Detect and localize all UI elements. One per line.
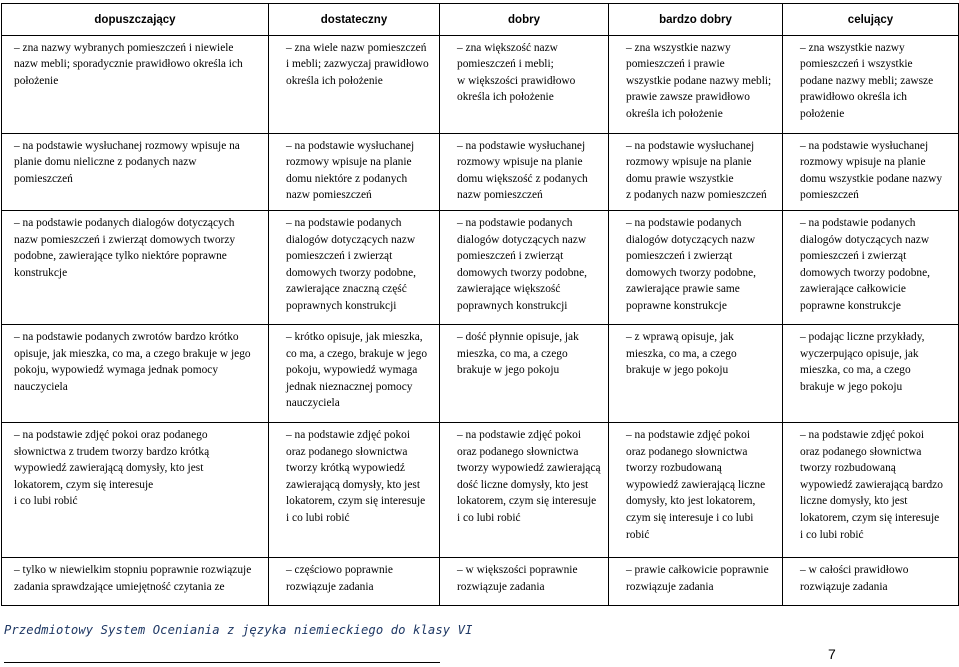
criteria-text-line: domu niektóre z podanych <box>286 172 408 185</box>
criteria-text-line: i co lubi robić <box>286 511 350 524</box>
criteria-text-line: określa ich położenie <box>457 91 554 104</box>
criteria-text-line: poprawnych konstrukcji <box>286 299 397 312</box>
criteria-text-line: – na podstawie zdjęć pokoi <box>800 428 924 441</box>
criteria-text-line: dość liczne domysły, kto jest <box>457 478 589 491</box>
criteria-text-line: – częściowo poprawnie <box>286 563 393 576</box>
criteria-text-line: co ma, a czego, brakuje w jego <box>286 347 428 360</box>
criteria-text-line: – na podstawie wysłuchanej <box>626 139 755 152</box>
criteria-cell <box>440 133 609 210</box>
criteria-text-line: pomieszczeń i wszystkie <box>800 58 913 71</box>
criteria-cell <box>783 422 959 557</box>
criteria-cell <box>2 35 269 133</box>
criteria-text-line: pokoju, wypowiedź wymaga jednak pomocy <box>14 364 219 377</box>
criteria-text-line: rozmowy wpisuje na planie <box>286 156 412 169</box>
criteria-text-line: planie domu nieliczne z podanych nazw <box>14 156 197 169</box>
criteria-cell <box>609 324 783 422</box>
criteria-text-line: wyczerpująco opisuje, jak <box>800 347 919 360</box>
criteria-text-line: zawierającą domysły, kto jest <box>286 478 421 491</box>
criteria-cell <box>609 557 783 605</box>
criteria-text-line: – w większości poprawnie <box>457 563 578 576</box>
criteria-text-line: – prawie całkowicie poprawnie <box>626 563 769 576</box>
criteria-text-line: w większości prawidłowo <box>457 74 576 87</box>
criteria-text-line: i co lubi robić <box>457 511 521 524</box>
criteria-text-line: poprawne konstrukcje <box>800 299 901 312</box>
criteria-text-line: – na podstawie podanych dialogów dotyczących <box>14 216 235 229</box>
criteria-text-line: pomieszczeń i prawie <box>626 58 725 71</box>
criteria-row <box>2 35 959 133</box>
criteria-text-line: dialogów dotyczących nazw <box>286 233 416 246</box>
criteria-cell <box>269 210 440 324</box>
header-grade-4: dobry <box>440 4 609 36</box>
criteria-text-line: i co lubi robić <box>800 528 864 541</box>
criteria-row <box>2 133 959 210</box>
criteria-cell <box>2 210 269 324</box>
criteria-cell <box>269 557 440 605</box>
criteria-text-line: rozwiązuje zadania <box>626 580 714 593</box>
criteria-text-line: – zna wszystkie nazwy <box>626 41 731 54</box>
criteria-text-line: prawidłowo określa ich <box>800 91 907 104</box>
criteria-text-line: zawierające znaczną część <box>286 283 407 296</box>
criteria-cell <box>783 133 959 210</box>
criteria-text-line: nazw pomieszczeń <box>457 189 543 202</box>
criteria-text-line: zawierające większość <box>457 283 561 296</box>
criteria-text-line: domu wszystkie podane nazwy <box>800 172 943 185</box>
criteria-text-line: domu prawie wszystkie <box>626 172 734 185</box>
criteria-cell <box>440 557 609 605</box>
header-grade-6: celujący <box>783 4 959 36</box>
criteria-text-line: nazw pomieszczeń i zwierząt domowych tworzy <box>14 233 236 246</box>
criteria-text-line: tworzy krótką wypowiedź <box>286 462 405 475</box>
criteria-text-line: dialogów dotyczących nazw <box>626 233 756 246</box>
footer-document-title: Przedmiotowy System Oceniania z języka niemieckiego do klasy VI <box>4 623 473 637</box>
criteria-cell <box>609 210 783 324</box>
criteria-text-line: mieszka, co ma, a czego <box>626 347 737 360</box>
criteria-text-line: rozmowy wpisuje na planie <box>800 156 926 169</box>
criteria-text-line: nazw pomieszczeń <box>286 189 372 202</box>
criteria-text-line: pomieszczeń i zwierząt <box>800 250 907 263</box>
criteria-row <box>2 324 959 422</box>
criteria-text-line: – na podstawie podanych <box>457 216 573 229</box>
criteria-cell <box>783 210 959 324</box>
grading-criteria-table <box>1 3 959 606</box>
criteria-text-line: wypowiedź zawierającą liczne <box>626 478 766 491</box>
criteria-text-line: – zna wszystkie nazwy <box>800 41 905 54</box>
criteria-text-line: domysły, kto jest lokatorem, <box>626 495 756 508</box>
criteria-cell <box>440 210 609 324</box>
criteria-text-line: określa ich położenie <box>626 107 723 120</box>
criteria-text-line: pokoju, wypowiedź wymaga <box>286 364 418 377</box>
header-row <box>2 4 959 36</box>
criteria-cell <box>440 324 609 422</box>
criteria-text-line: lokatorem, czym się interesuje <box>800 511 940 524</box>
criteria-text-line: – na podstawie podanych <box>626 216 742 229</box>
criteria-cell <box>269 422 440 557</box>
criteria-cell <box>2 133 269 210</box>
criteria-text-line: wypowiedź zawierającą domysły, kto jest <box>14 462 204 475</box>
criteria-text-line: brakuje w jego pokoju <box>626 364 729 377</box>
criteria-text-line: – dość płynnie opisuje, jak <box>457 330 579 343</box>
criteria-text-line: robić <box>626 528 650 541</box>
criteria-cell <box>440 422 609 557</box>
criteria-text-line: – zna większość nazw <box>457 41 558 54</box>
criteria-text-line: określa ich położenie <box>286 74 383 87</box>
criteria-text-line: pomieszczeń i zwierząt <box>286 250 393 263</box>
criteria-text-line: rozmowy wpisuje na planie <box>626 156 752 169</box>
criteria-text-line: oraz podanego słownictwa <box>626 445 748 458</box>
criteria-text-line: – na podstawie wysłuchanej <box>457 139 586 152</box>
header-grade-5: bardzo dobry <box>609 4 783 36</box>
criteria-cell <box>609 35 783 133</box>
criteria-text-line: – na podstawie wysłuchanej <box>800 139 929 152</box>
criteria-text-line: jednak nieznacznej pomocy <box>286 380 413 393</box>
criteria-text-line: brakuje w jego pokoju <box>457 364 560 377</box>
criteria-cell <box>783 324 959 422</box>
criteria-text-line: pomieszczeń i mebli; <box>457 58 554 71</box>
criteria-text-line: pomieszczeń <box>14 172 73 185</box>
criteria-row <box>2 210 959 324</box>
criteria-cell <box>783 557 959 605</box>
criteria-cell <box>783 35 959 133</box>
criteria-row <box>2 422 959 557</box>
header-grade-2: dopuszczający <box>2 4 269 36</box>
criteria-text-line: podobne, zawierające tylko niektóre poprawne <box>14 250 227 263</box>
criteria-text-line: brakuje w jego pokoju <box>800 380 903 393</box>
criteria-cell <box>269 35 440 133</box>
criteria-text-line: dialogów dotyczących nazw <box>457 233 587 246</box>
criteria-text-line: – na podstawie wysłuchanej <box>286 139 415 152</box>
criteria-body <box>2 35 959 605</box>
criteria-text-line: prawie zawsze prawidłowo <box>626 91 750 104</box>
header-grade-3: dostateczny <box>269 4 440 36</box>
criteria-text-line: z podanych nazw pomieszczeń <box>626 189 767 202</box>
criteria-text-line: poprawnych konstrukcji <box>457 299 568 312</box>
criteria-text-line: opisuje, jak mieszka, co ma, a czego brakuje w jego <box>14 347 251 360</box>
criteria-text-line: tworzy wypowiedź zawierającą <box>457 462 601 475</box>
criteria-cell <box>2 557 269 605</box>
criteria-text-line: – na podstawie podanych <box>286 216 402 229</box>
criteria-text-line: czym się interesuje i co lubi <box>626 511 754 524</box>
criteria-text-line: pomieszczeń i zwierząt <box>626 250 733 263</box>
criteria-text-line: tworzy rozbudowaną <box>626 462 722 475</box>
criteria-text-line: dialogów dotyczących nazw <box>800 233 930 246</box>
criteria-text-line: mieszka, co ma, a czego <box>800 364 911 377</box>
criteria-text-line: podane nazwy mebli; zawsze <box>800 74 934 87</box>
criteria-text-line: – na podstawie zdjęć pokoi <box>626 428 750 441</box>
criteria-text-line: zawierające całkowicie <box>800 283 906 296</box>
criteria-text-line: mieszka, co ma, a czego <box>457 347 568 360</box>
criteria-cell <box>269 133 440 210</box>
criteria-text-line: – zna nazwy wybranych pomieszczeń i niewiele <box>14 41 234 54</box>
criteria-text-line: rozwiązuje zadania <box>457 580 545 593</box>
page-number: 7 <box>828 646 836 662</box>
criteria-text-line: – na podstawie podanych <box>800 216 916 229</box>
criteria-text-line: rozwiązuje zadania <box>286 580 374 593</box>
criteria-text-line: pomieszczeń <box>800 189 859 202</box>
criteria-text-line: nauczyciela <box>14 380 68 393</box>
criteria-text-line: oraz podanego słownictwa <box>800 445 922 458</box>
criteria-text-line: i mebli; zazwyczaj prawidłowo <box>286 58 429 71</box>
criteria-text-line: – krótko opisuje, jak mieszka, <box>286 330 423 343</box>
criteria-text-line: pomieszczeń i zwierząt <box>457 250 564 263</box>
criteria-text-line: poprawne konstrukcje <box>626 299 727 312</box>
criteria-text-line: nazw mebli; sporadycznie prawidłowo określa ich <box>14 58 243 71</box>
criteria-text-line: tworzy rozbudowaną <box>800 462 896 475</box>
criteria-text-line: oraz podanego słownictwa <box>286 445 408 458</box>
criteria-text-line: słownictwa z trudem tworzy bardzo krótką <box>14 445 210 458</box>
criteria-text-line: domu większość z podanych <box>457 172 588 185</box>
criteria-text-line: domowych tworzy podobne, <box>286 266 417 279</box>
criteria-text-line: lokatorem, czym się interesuje <box>457 495 597 508</box>
criteria-text-line: zadania sprawdzające umiejętność czytania ze <box>14 580 225 593</box>
criteria-text-line: – na podstawie zdjęć pokoi oraz podanego <box>14 428 208 441</box>
criteria-text-line: położenie <box>14 74 59 87</box>
criteria-text-line: wypowiedź zawierającą bardzo <box>800 478 943 491</box>
footer-divider <box>4 662 440 663</box>
criteria-text-line: – na podstawie zdjęć pokoi <box>457 428 581 441</box>
criteria-cell <box>440 35 609 133</box>
criteria-text-line: – zna wiele nazw pomieszczeń <box>286 41 427 54</box>
criteria-cell <box>269 324 440 422</box>
criteria-text-line: wszystkie podane nazwy mebli; <box>626 74 772 87</box>
criteria-text-line: domowych tworzy podobne, <box>800 266 931 279</box>
criteria-text-line: – w całości prawidłowo <box>800 563 909 576</box>
criteria-text-line: rozwiązuje zadania <box>800 580 888 593</box>
criteria-cell <box>609 422 783 557</box>
criteria-text-line: domowych tworzy podobne, <box>626 266 757 279</box>
criteria-text-line: – na podstawie wysłuchanej rozmowy wpisuje na <box>14 139 240 152</box>
criteria-cell <box>2 422 269 557</box>
criteria-cell <box>609 133 783 210</box>
criteria-text-line: nauczyciela <box>286 397 340 410</box>
criteria-text-line: lokatorem, czym się interesuje <box>14 478 154 491</box>
criteria-text-line: położenie <box>800 107 845 120</box>
criteria-cell <box>2 324 269 422</box>
criteria-text-line: zawierające prawie same <box>626 283 740 296</box>
criteria-text-line: lokatorem, czym się interesuje <box>286 495 426 508</box>
criteria-row <box>2 557 959 605</box>
criteria-text-line: – tylko w niewielkim stopniu poprawnie rozwiązuje <box>14 563 252 576</box>
criteria-text-line: liczne domysły, kto jest <box>800 495 908 508</box>
criteria-text-line: – na podstawie zdjęć pokoi <box>286 428 410 441</box>
criteria-text-line: konstrukcje <box>14 266 68 279</box>
criteria-text-line: i co lubi robić <box>14 495 78 508</box>
criteria-text-line: – z wprawą opisuje, jak <box>626 330 734 343</box>
criteria-text-line: – na podstawie podanych zwrotów bardzo krótko <box>14 330 239 343</box>
criteria-text-line: – podając liczne przykłady, <box>800 330 925 343</box>
criteria-text-line: domowych tworzy podobne, <box>457 266 588 279</box>
criteria-text-line: rozmowy wpisuje na planie <box>457 156 583 169</box>
criteria-text-line: oraz podanego słownictwa <box>457 445 579 458</box>
